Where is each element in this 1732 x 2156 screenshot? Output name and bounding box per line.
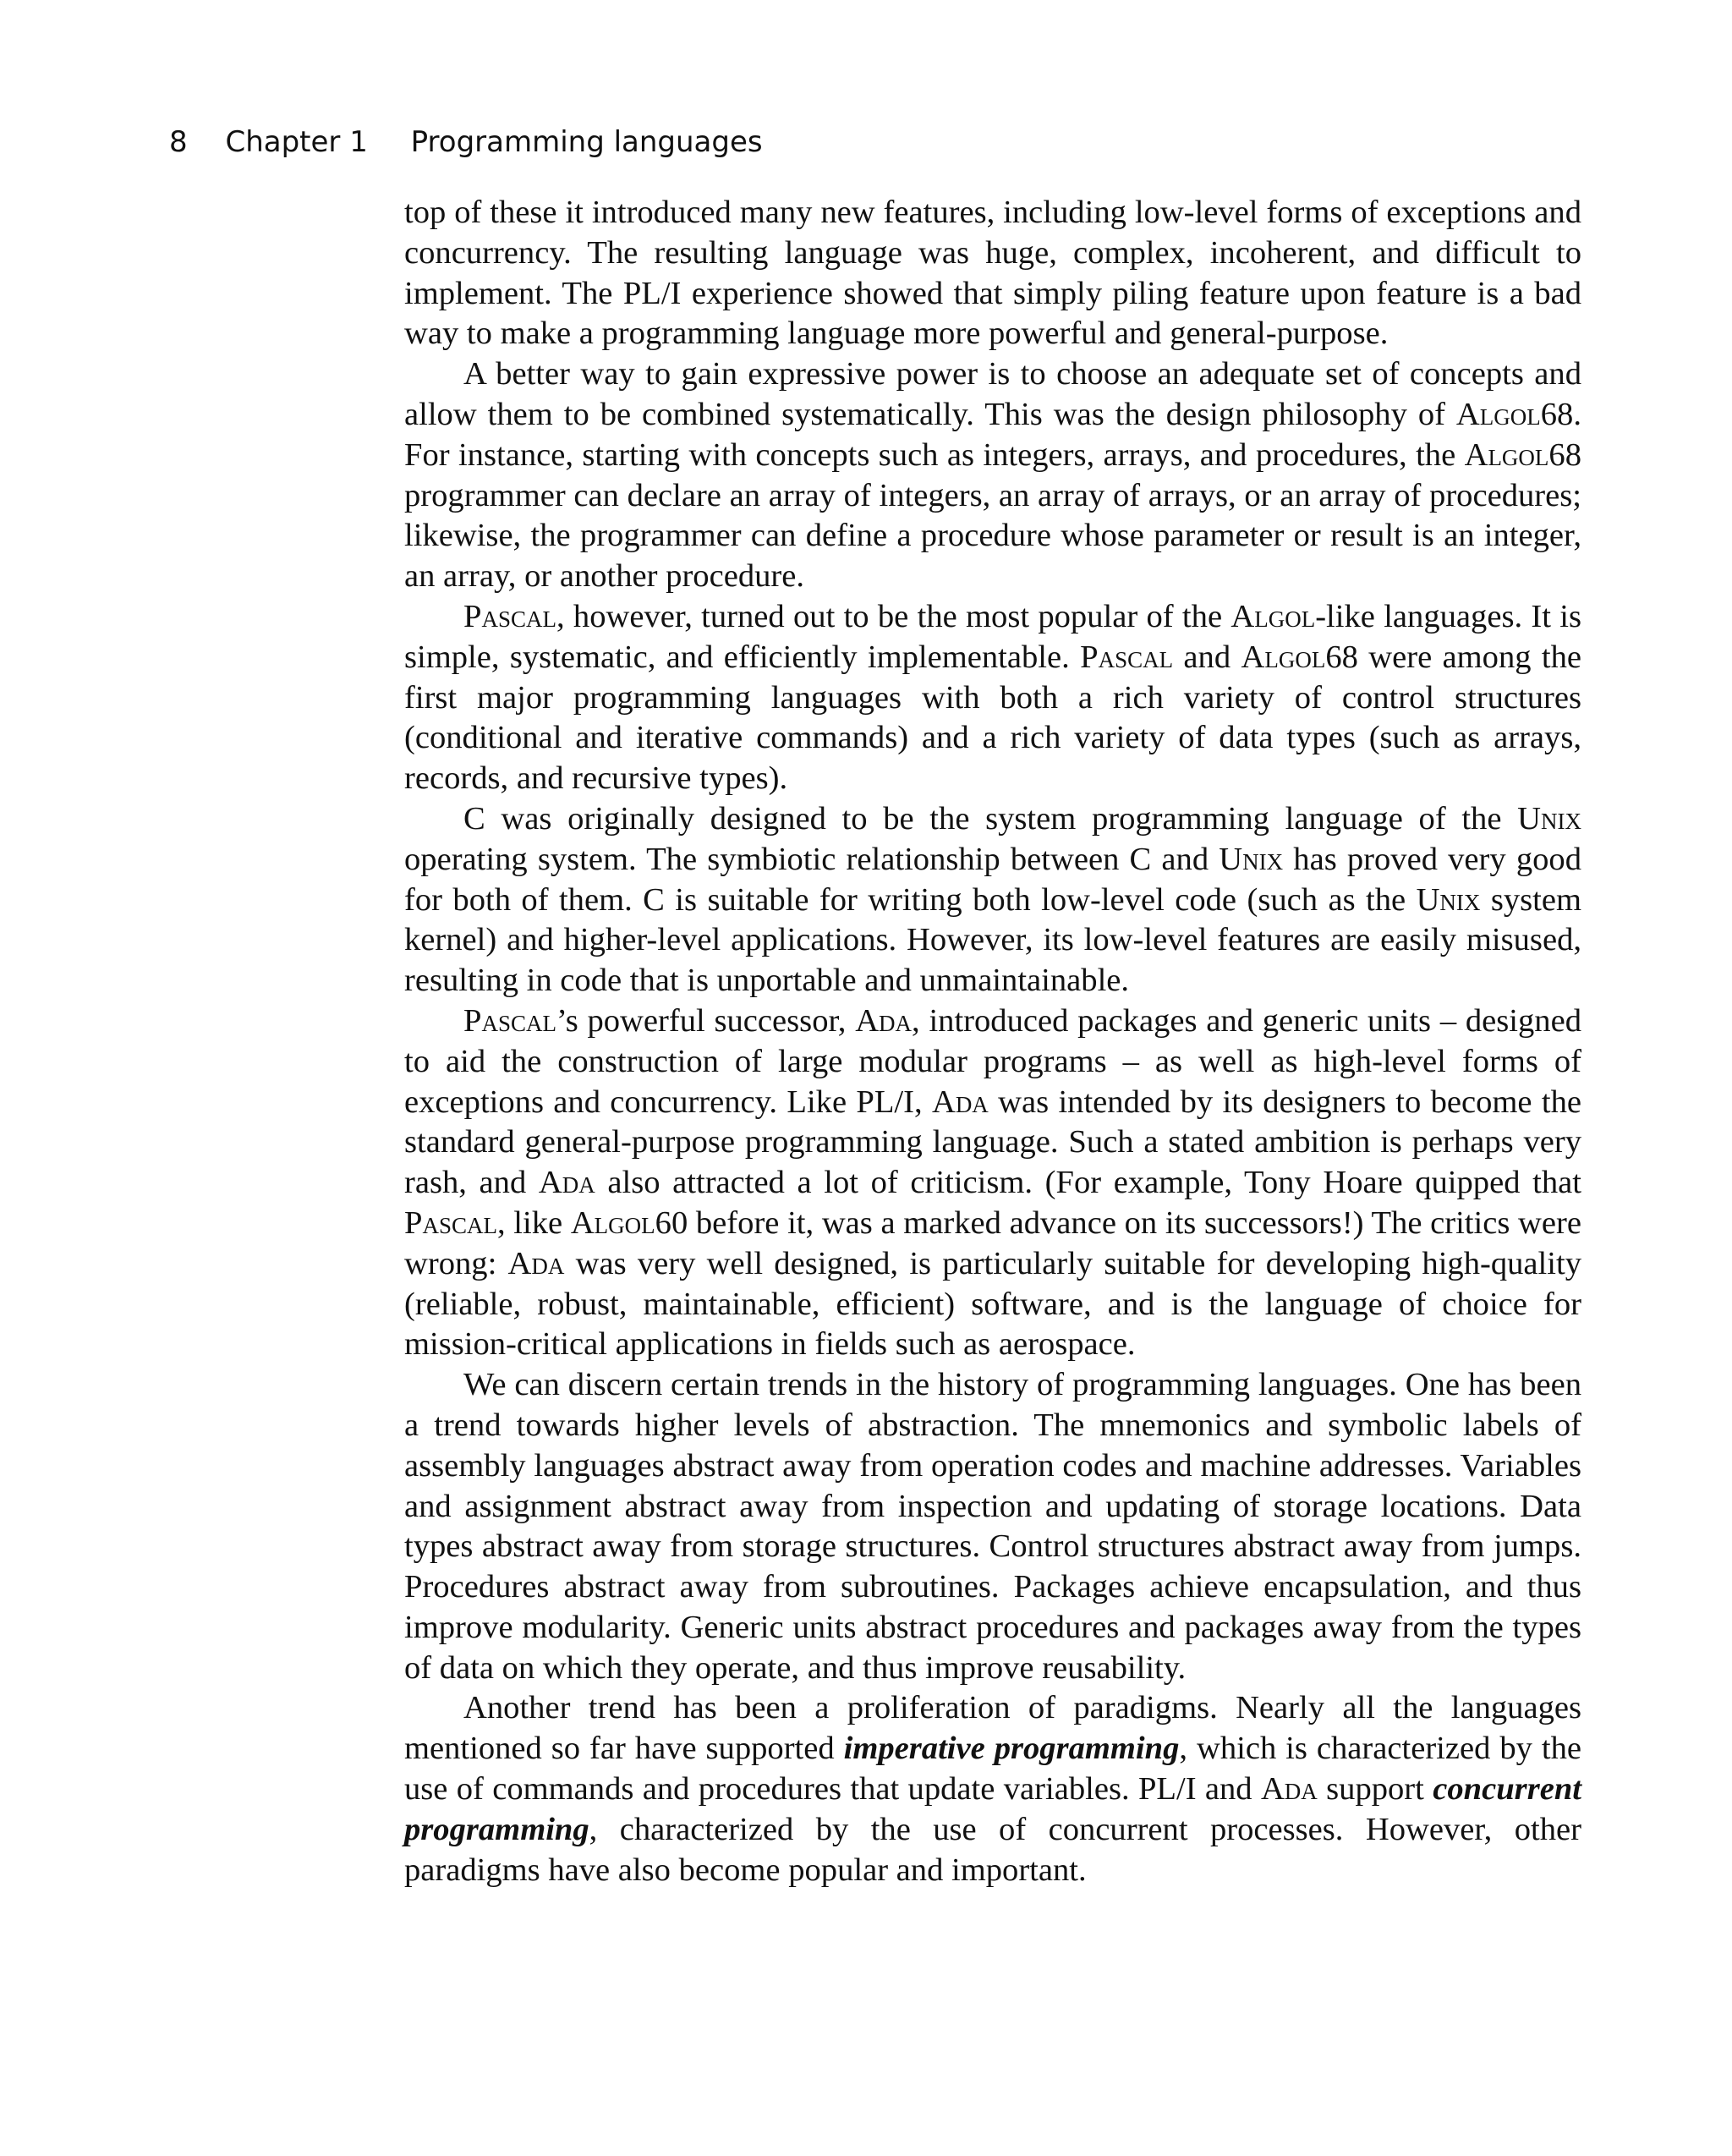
- os-name: Unix: [1517, 800, 1581, 837]
- language-name: Pascal: [1080, 639, 1174, 675]
- paragraph-7: Another trend has been a proliferation of paradigms. Nearly all the languages mentioned so far have supported imperative programming, which is characterized by the use of commands and procedures that update variables. PL/I and Ada support concurrent programming, characterized by the use of concurrent processes. However, other paradigms have also become popular and important.: [404, 1690, 1582, 1888]
- language-name: Ada: [507, 1245, 565, 1281]
- key-term: concurrent programming: [404, 1771, 1582, 1847]
- body-text: [404, 193, 1581, 1890]
- language-name: Algol: [570, 1204, 655, 1241]
- language-name: Algol: [1241, 639, 1326, 675]
- language-name: Pascal: [463, 598, 556, 634]
- language-name: Ada: [855, 1002, 913, 1039]
- paragraph-5: Pascal’s powerful successor, Ada, introduced packages and generic units – designed to aid the construction of large modular programs – as well as high-level forms of exceptions and concurrency. Like PL/I, Ada was intended by its designers to become the standard general-purpose programming language. Such a stated ambition is perhaps very rash, and Ada also attracted a lot of criticism. (For example, Tony Hoare quipped that Pascal, like Algol60 before it, was a marked advance on its successors!) The critics were wrong: Ada was very well designed, is particularly suitable for developing high-quality (reliable, robust, maintainable, efficient) software, and is the language of choice for mission-critical applications in fields such as aerospace.: [404, 1002, 1582, 1363]
- language-name: Algol: [1455, 396, 1541, 432]
- os-name: Unix: [1416, 881, 1481, 918]
- language-name: Ada: [538, 1165, 595, 1201]
- key-term: imperative programming: [843, 1731, 1180, 1767]
- page-number: 8: [169, 125, 188, 159]
- paragraph-3: Pascal, however, turned out to be the most popular of the Algol-like languages. It is simple, systematic, and efficiently implementable. Pascal and Algol68 were among the first major programming languages with both a rich variety of control structures (conditional and iterative commands) and a rich variety of data types (such as arrays, records, and recursive types).: [404, 598, 1582, 797]
- chapter-label: Chapter 1: [225, 125, 368, 159]
- running-head: [169, 118, 763, 166]
- paragraph-1: top of these it introduced many new features, including low-level forms of exceptions and concurrency. The resulting language was huge, complex, incoherent, and difficult to implement. The PL/I experience showed that simply piling feature upon feature is a bad way to make a programming language more powerful and general-purpose.: [404, 195, 1581, 352]
- paragraph-6: We can discern certain trends in the history of programming languages. One has been a trend towards higher levels of abstraction. The mnemonics and symbolic labels of assembly languages abstract away from operation codes and machine addresses. Variables and assignment abstract away from inspection and updating of storage locations. Data types abstract away from storage structures. Control structures abstract away from jumps. Procedures abstract away from subroutines. Packages achieve encapsulation, and thus improve modularity. Generic units abstract procedures and packages away from the types of data on which they operate, and thus improve reusability.: [404, 1367, 1581, 1686]
- chapter-title: Programming languages: [410, 125, 763, 159]
- language-name: Algol: [1464, 436, 1549, 473]
- language-name: Algol: [1230, 598, 1316, 634]
- language-name: Ada: [931, 1083, 989, 1120]
- language-name: Pascal: [404, 1204, 497, 1241]
- language-name: Ada: [1260, 1771, 1318, 1808]
- language-name: Pascal: [463, 1002, 556, 1039]
- os-name: Unix: [1219, 841, 1284, 877]
- paragraph-4: C was originally designed to be the system programming language of the Unix operating system. The symbiotic relationship between C and Unix has proved very good for both of them. C is suitable for writing both low-level code (such as the Unix system kernel) and higher-level applications. However, its low-level features are easily misused, resulting in code that is unportable and unmaintainable.: [404, 800, 1582, 999]
- paragraph-2: A better way to gain expressive power is to choose an adequate set of concepts and allow them to be combined systematically. This was the design philosophy of Algol68. For instance, starting with concepts such as integers, arrays, and procedures, the Algol68 programmer can declare an array of integers, an array of arrays, or an array of procedures; likewise, the programmer can define a procedure whose parameter or result is an integer, an array, or another procedure.: [404, 356, 1581, 595]
